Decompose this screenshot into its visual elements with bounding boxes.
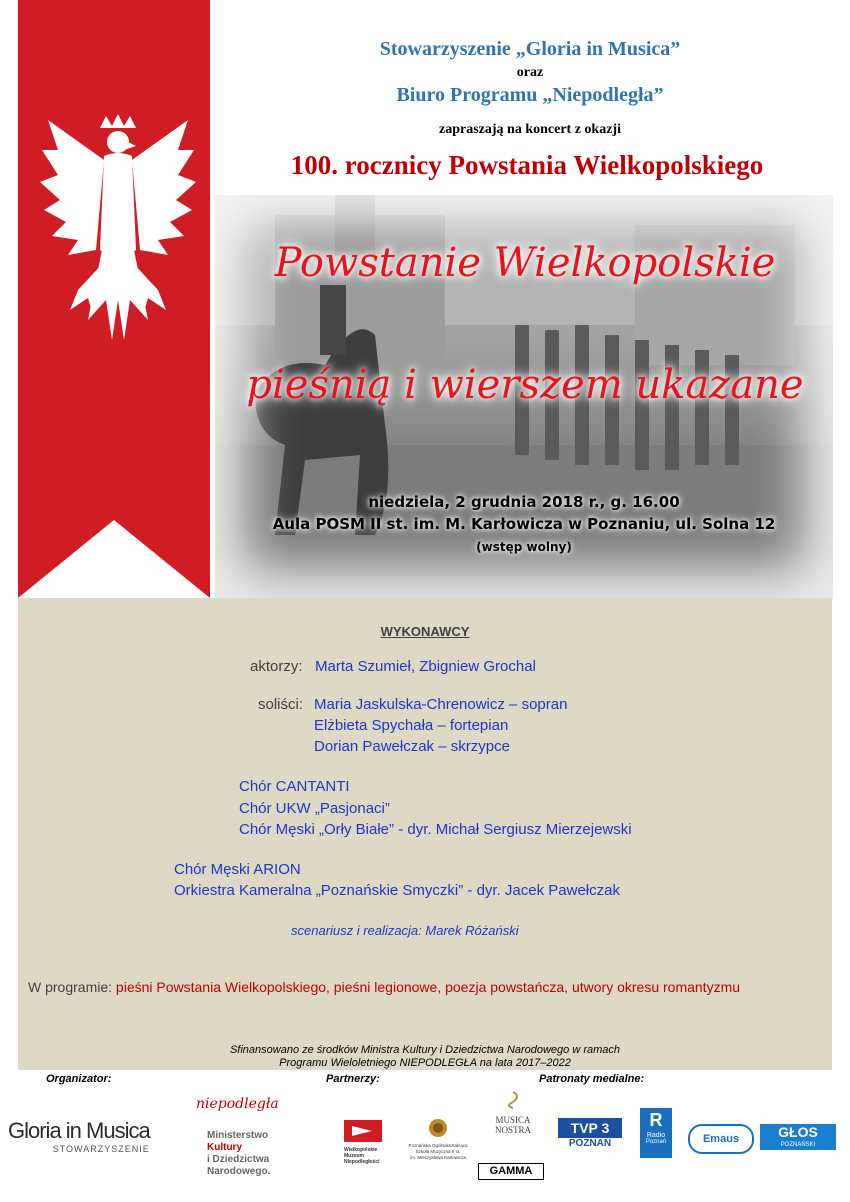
gamma-logo: GAMMA <box>478 1163 544 1180</box>
co-organizer-name: Biuro Programu „Niepodległa” <box>396 84 664 106</box>
organizer-label: Organizator: <box>46 1073 112 1085</box>
conjunction-text: oraz <box>516 65 544 80</box>
performers-panel <box>18 598 832 1070</box>
ministry-logo: Ministerstwo Kultury i Dziedzictwa Narodowego. <box>207 1130 271 1177</box>
glos-poznanski-logo: GŁOS POZNAŃSKI <box>760 1124 836 1150</box>
partners-label: Partnerzy: <box>326 1073 380 1085</box>
program-content: pieśni Powstania Wielkopolskiego, pieśni legionowe, poezja powstańcza, utwory okresu romantyzmu <box>115 979 741 995</box>
museum-emblem-icon <box>344 1120 382 1142</box>
soloist-item: Maria Jaskulska-Chrenowicz – sopran <box>314 696 568 713</box>
organizer-name: Stowarzyszenie „Gloria in Musica” <box>379 38 681 60</box>
media-label: Patronaty medialne: <box>539 1073 645 1085</box>
actors-names: Marta Szumieł, Zbigniew Grochal <box>315 658 536 675</box>
choir-item: Chór CANTANTI <box>239 778 350 795</box>
music-school-logo: Poznańska Ogólnokształcąca Szkoła Muzyczna II st. im. Mieczysława Karłowicza <box>400 1118 476 1161</box>
soloist-item: Elżbieta Spychała – fortepian <box>314 717 509 734</box>
soloist-item: Dorian Pawełczak – skrzypce <box>314 738 510 755</box>
musica-nostra-logo: MUSICA NOSTRA <box>488 1090 538 1135</box>
performers-heading: WYKONAWCY <box>380 624 470 639</box>
event-venue: Aula POSM II st. im. M. Karłowicza w Poznaniu, ul. Solna 12 <box>272 515 776 533</box>
treble-clef-icon <box>501 1090 525 1110</box>
actors-label: aktorzy: <box>250 658 303 675</box>
financing-line-2: Programu Wieloletniego NIEPODLEGŁA na lata 2017–2022 <box>279 1057 571 1069</box>
soloists-label: soliści: <box>258 696 304 713</box>
financing-line-1: Sfinansowano ze środków Ministra Kultury i Dziedzictwa Narodowego w ramach <box>229 1044 621 1056</box>
occasion-title: 100. rocznicy Powstania Wielkopolskiego <box>290 150 764 180</box>
gloria-in-musica-logo: Gloria in Musica STOWARZYSZENIE <box>8 1118 150 1154</box>
script-credit: scenariusz i realizacja: Marek Różański <box>291 923 519 938</box>
eagle-banner <box>18 0 210 598</box>
emaus-radio-logo: Emaus <box>688 1124 754 1154</box>
poster-title-line-1: Powstanie Wielkopolskie <box>274 240 776 286</box>
invitation-text: zapraszają na koncert z okazji <box>439 122 621 137</box>
ensemble-item: Chór Męski ARION <box>174 861 301 878</box>
school-seal-icon <box>428 1118 448 1138</box>
event-date: niedziela, 2 grudnia 2018 r., g. 16.00 <box>368 493 680 511</box>
entry-info: (wstęp wolny) <box>476 540 572 554</box>
program-label: W programie: <box>28 979 113 995</box>
radio-poznan-logo: R Radio Poznań <box>640 1108 672 1158</box>
tvp3-poznan-logo: TVP 3 POZNAŃ <box>558 1118 622 1149</box>
ensemble-item: Orkiestra Kameralna „Poznańskie Smyczki” - dyr. Jacek Pawełczak <box>174 882 620 899</box>
program-line <box>28 979 740 995</box>
museum-logo: Wielkopolskie Muzeum Niepodległości <box>344 1120 384 1165</box>
choir-item: Chór Męski „Orły Białe” - dyr. Michał Sergiusz Mierzejewski <box>239 821 632 838</box>
choir-item: Chór UKW „Pasjonaci” <box>239 800 390 817</box>
niepodlegla-logo: niepodległa <box>196 1096 279 1112</box>
poster-title-line-2: pieśnią i wierszem ukazane <box>246 362 804 408</box>
